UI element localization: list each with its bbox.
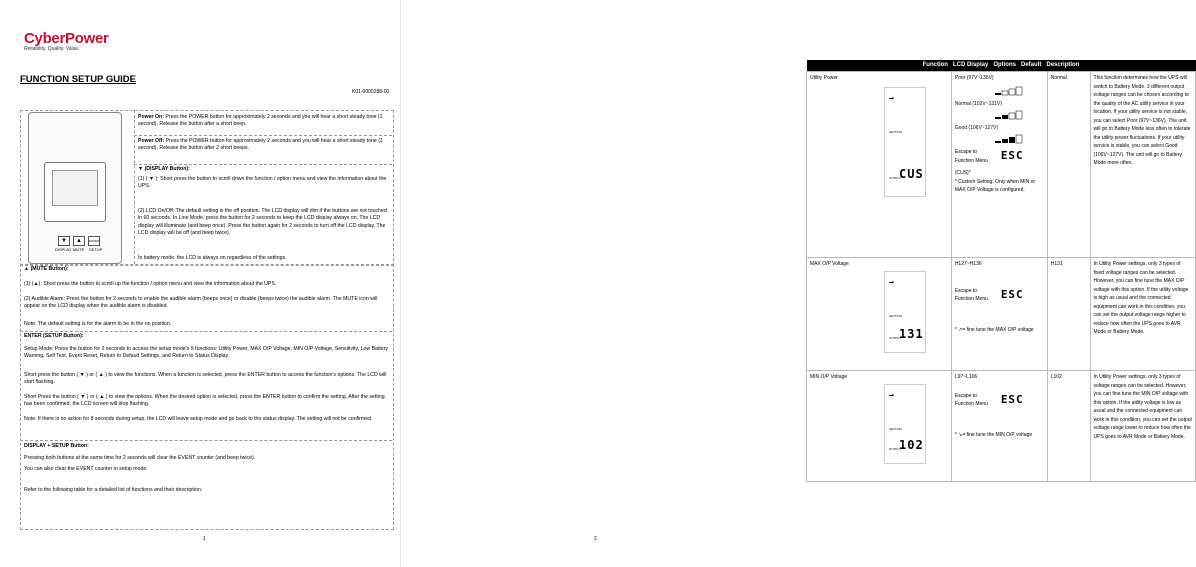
signal-bars-icon (995, 111, 1044, 123)
display-setup-text-1: Pressing both buttons at the same time for 2 seconds will clear the EVENT counter (and beep twice). (24, 455, 256, 461)
refer-text: Refer to the following table for a detailed list of functions and their description. (24, 487, 203, 493)
display-text-3: In battery mode, the LCD is always on regardless of the settings. (138, 255, 287, 261)
display-text-2: (2) LCD On/Off: The default setting is the off position. The LCD display will dim if the buttons are not touched in 60 seconds. In Line Mode, press the button for 2 seconds to keep the LCD display always on. The LCD display will illuminate (and beep once). Press the button again for 2 seconds to turn off the LCD display. The LCD display will be off (and beep twice). (138, 208, 387, 237)
option-escape: Escape to Function Menu (954, 287, 988, 302)
page-number: 2 (594, 536, 597, 542)
enter-heading: ENTER (SETUP Button): (24, 333, 84, 339)
esc-display: ESC (1000, 392, 1024, 406)
options-note: * ↘= fine tune the MIN O/P voltage (954, 431, 1033, 438)
device-label-mute: MUTE (73, 247, 85, 252)
lcd-value: 131 (899, 326, 924, 341)
header-default: Default (1021, 62, 1042, 69)
table-row (807, 72, 1196, 258)
option-range: L97~L106 (954, 374, 978, 380)
signal-bars-icon (995, 87, 1044, 99)
default-value: L102 (1047, 371, 1090, 482)
options-note: * ↗= fine tune the MAX O/P voltage (954, 326, 1034, 333)
lcd-screen (52, 170, 98, 206)
table-row (807, 258, 1196, 371)
mute-button-icon: ▲ (73, 236, 85, 246)
display-setup-heading: DISPLAY + SETUP Button: (24, 443, 89, 449)
page-number: 1 (203, 536, 206, 542)
function-table (806, 60, 1196, 482)
option-escape: Escape to Function Menu (954, 149, 988, 164)
header-lcd: LCD Display (952, 62, 989, 69)
option-range: H127~H136 (954, 261, 982, 267)
lcd-display: ▬▶ SETTING OUTPUT 131 (884, 271, 926, 353)
mute-text-1: (1) (▲): Short press the button to scroll up the function / option menu and view the information about the UPS. (24, 281, 277, 287)
mute-text-2: (2) Audible Alarm: Press the button for 2 seconds to enable the audible alarm (beeps once) or disable (beeps twice) the audible alarm. The MUTE icon will appear on the LCD display when the audible alarm is disabled. (24, 296, 378, 310)
table-header (807, 60, 1196, 72)
enter-text-1: Setup Mode: Press the button for 2 seconds to access the setup mode's 9 functions: Utility Power, MAX O/P Voltage, MIN O/P Voltage, Sensitivity, Low Battery Warning, Self Test, Event Reset, Return to Default Settings, and Return to Status Display. (24, 346, 389, 360)
page-title: FUNCTION SETUP GUIDE (20, 74, 136, 85)
brand-logo (24, 30, 109, 52)
page-2 (401, 0, 1192, 567)
option-escape: Escape to Function Menu (954, 392, 988, 407)
lcd-value: CUS (899, 166, 924, 181)
power-off-text: Power Off: Press the POWER button for approximately 2 seconds and you will hear a short steady tone (1 second). Release the button after 2 short beeps. (138, 138, 383, 152)
enter-text-4: Note: If there is no action for 8 seconds during setup, the LCD will leave setup mode and go back to the status display. The setting will not be confirmed. (24, 416, 373, 422)
signal-bars-icon (995, 135, 1044, 147)
lcd-display: ▬▶ SETTING OUTPUT 102 (884, 384, 926, 464)
function-name: MIN O/P Voltage (810, 374, 848, 380)
default-value: H131 (1047, 258, 1090, 371)
option-poor: Poor (97V~136V) (954, 75, 994, 81)
enter-text-3: Short Press the button ( ▼ ) or ( ▲ ) to view the options. When the desired option is selected, press the ENTER button to confirm the setting. After the setting has been confirmed, the LCD screen will stop flashing. (24, 394, 385, 408)
enter-text-2: Short press the button ( ▼ ) or ( ▲ ) to view the functions. When a function is selected, press the ENTER button to access the function's options. The LCD will start flashing. (24, 372, 387, 386)
default-value: Normal (1047, 72, 1090, 258)
options-note: (CUS)* * Custom Setting: Only when MIN or MAX O/P Voltage is configured. (954, 170, 1036, 193)
function-name: Utility Power (810, 75, 838, 81)
display-heading: ▼ (DISPLAY Button): (138, 166, 190, 172)
display-button-icon: ▼ (58, 236, 70, 246)
display-setup-text-2: You can also clear the EVENT counter in setup mode. (24, 466, 148, 472)
lcd-display: ▬▶ SETTING OUTPUT CUS (884, 87, 926, 197)
page-1 (0, 0, 400, 567)
function-name: MAX O/P Voltage (810, 261, 849, 267)
power-on-text: Power On: Press the POWER button for approximately 2 seconds and you will hear a short steady tone (1 second). Release the button after a short beep. (138, 114, 383, 128)
brand-tagline: Reliability. Quality. Value. (24, 46, 80, 52)
esc-display: ESC (1000, 287, 1024, 301)
device-label-setup: SETUP (89, 247, 103, 252)
header-description: Description (1046, 62, 1080, 69)
brand-name: CyberPower (24, 30, 109, 47)
description: In Utility Power settings, only 3 types of fixed voltage ranges can be selected. However, you can fine tune the MAX O/P voltage with this option. If the utility voltage is high as usual and the connected equipment can work in this condition, you can set the output voltage range higher to reduce how often the UPS goes to AVR Mode or Battery Mode. (1090, 258, 1195, 371)
esc-display: ESC (1000, 149, 1024, 163)
option-good: Good (106V~127V) (954, 125, 999, 131)
mute-note: Note: The default setting is for the alarm to be in the on position. (24, 321, 172, 327)
lcd-value: 102 (899, 437, 924, 452)
mute-heading: ▲ (MUTE Button): (24, 266, 69, 272)
description: This function determines how the UPS will switch to Battery Mode. 3 different output voltage ranges can be chosen according to the quality of the AC utility service in your location. If your utility service is not stable, you can select Poor (97V~136V). The unit will go to Battery Mode less often to tolerate the utility power fluctuations. If your utility service is stable, you can select Good (106V~127V). The unit will go to Battery Mode more often. (1090, 72, 1195, 258)
display-text-1: (1) ( ▼ ): Short press the button to scroll down the function / option menu and view the information about the UPS. (138, 176, 387, 190)
setup-button-icon: ENTER (88, 236, 100, 246)
header-options: Options (993, 62, 1016, 69)
device-label-display: DISPLAY (55, 247, 72, 252)
description: In Utility Power settings, only 3 types of voltage ranges can be selected. However, you can fine tune the MIN O/P voltage with this option. If the utility voltage is low as usual and the connected equipment can work in this condition, you can set the output voltage range lower to reduce how often the UPS goes to AVR Mode or Battery Mode. (1090, 371, 1195, 482)
header-function: Function (922, 62, 948, 69)
doc-number: K01-0000288-00 (352, 89, 390, 95)
option-normal: Normal (102V~131V) (954, 101, 1002, 107)
table-row (807, 371, 1196, 482)
